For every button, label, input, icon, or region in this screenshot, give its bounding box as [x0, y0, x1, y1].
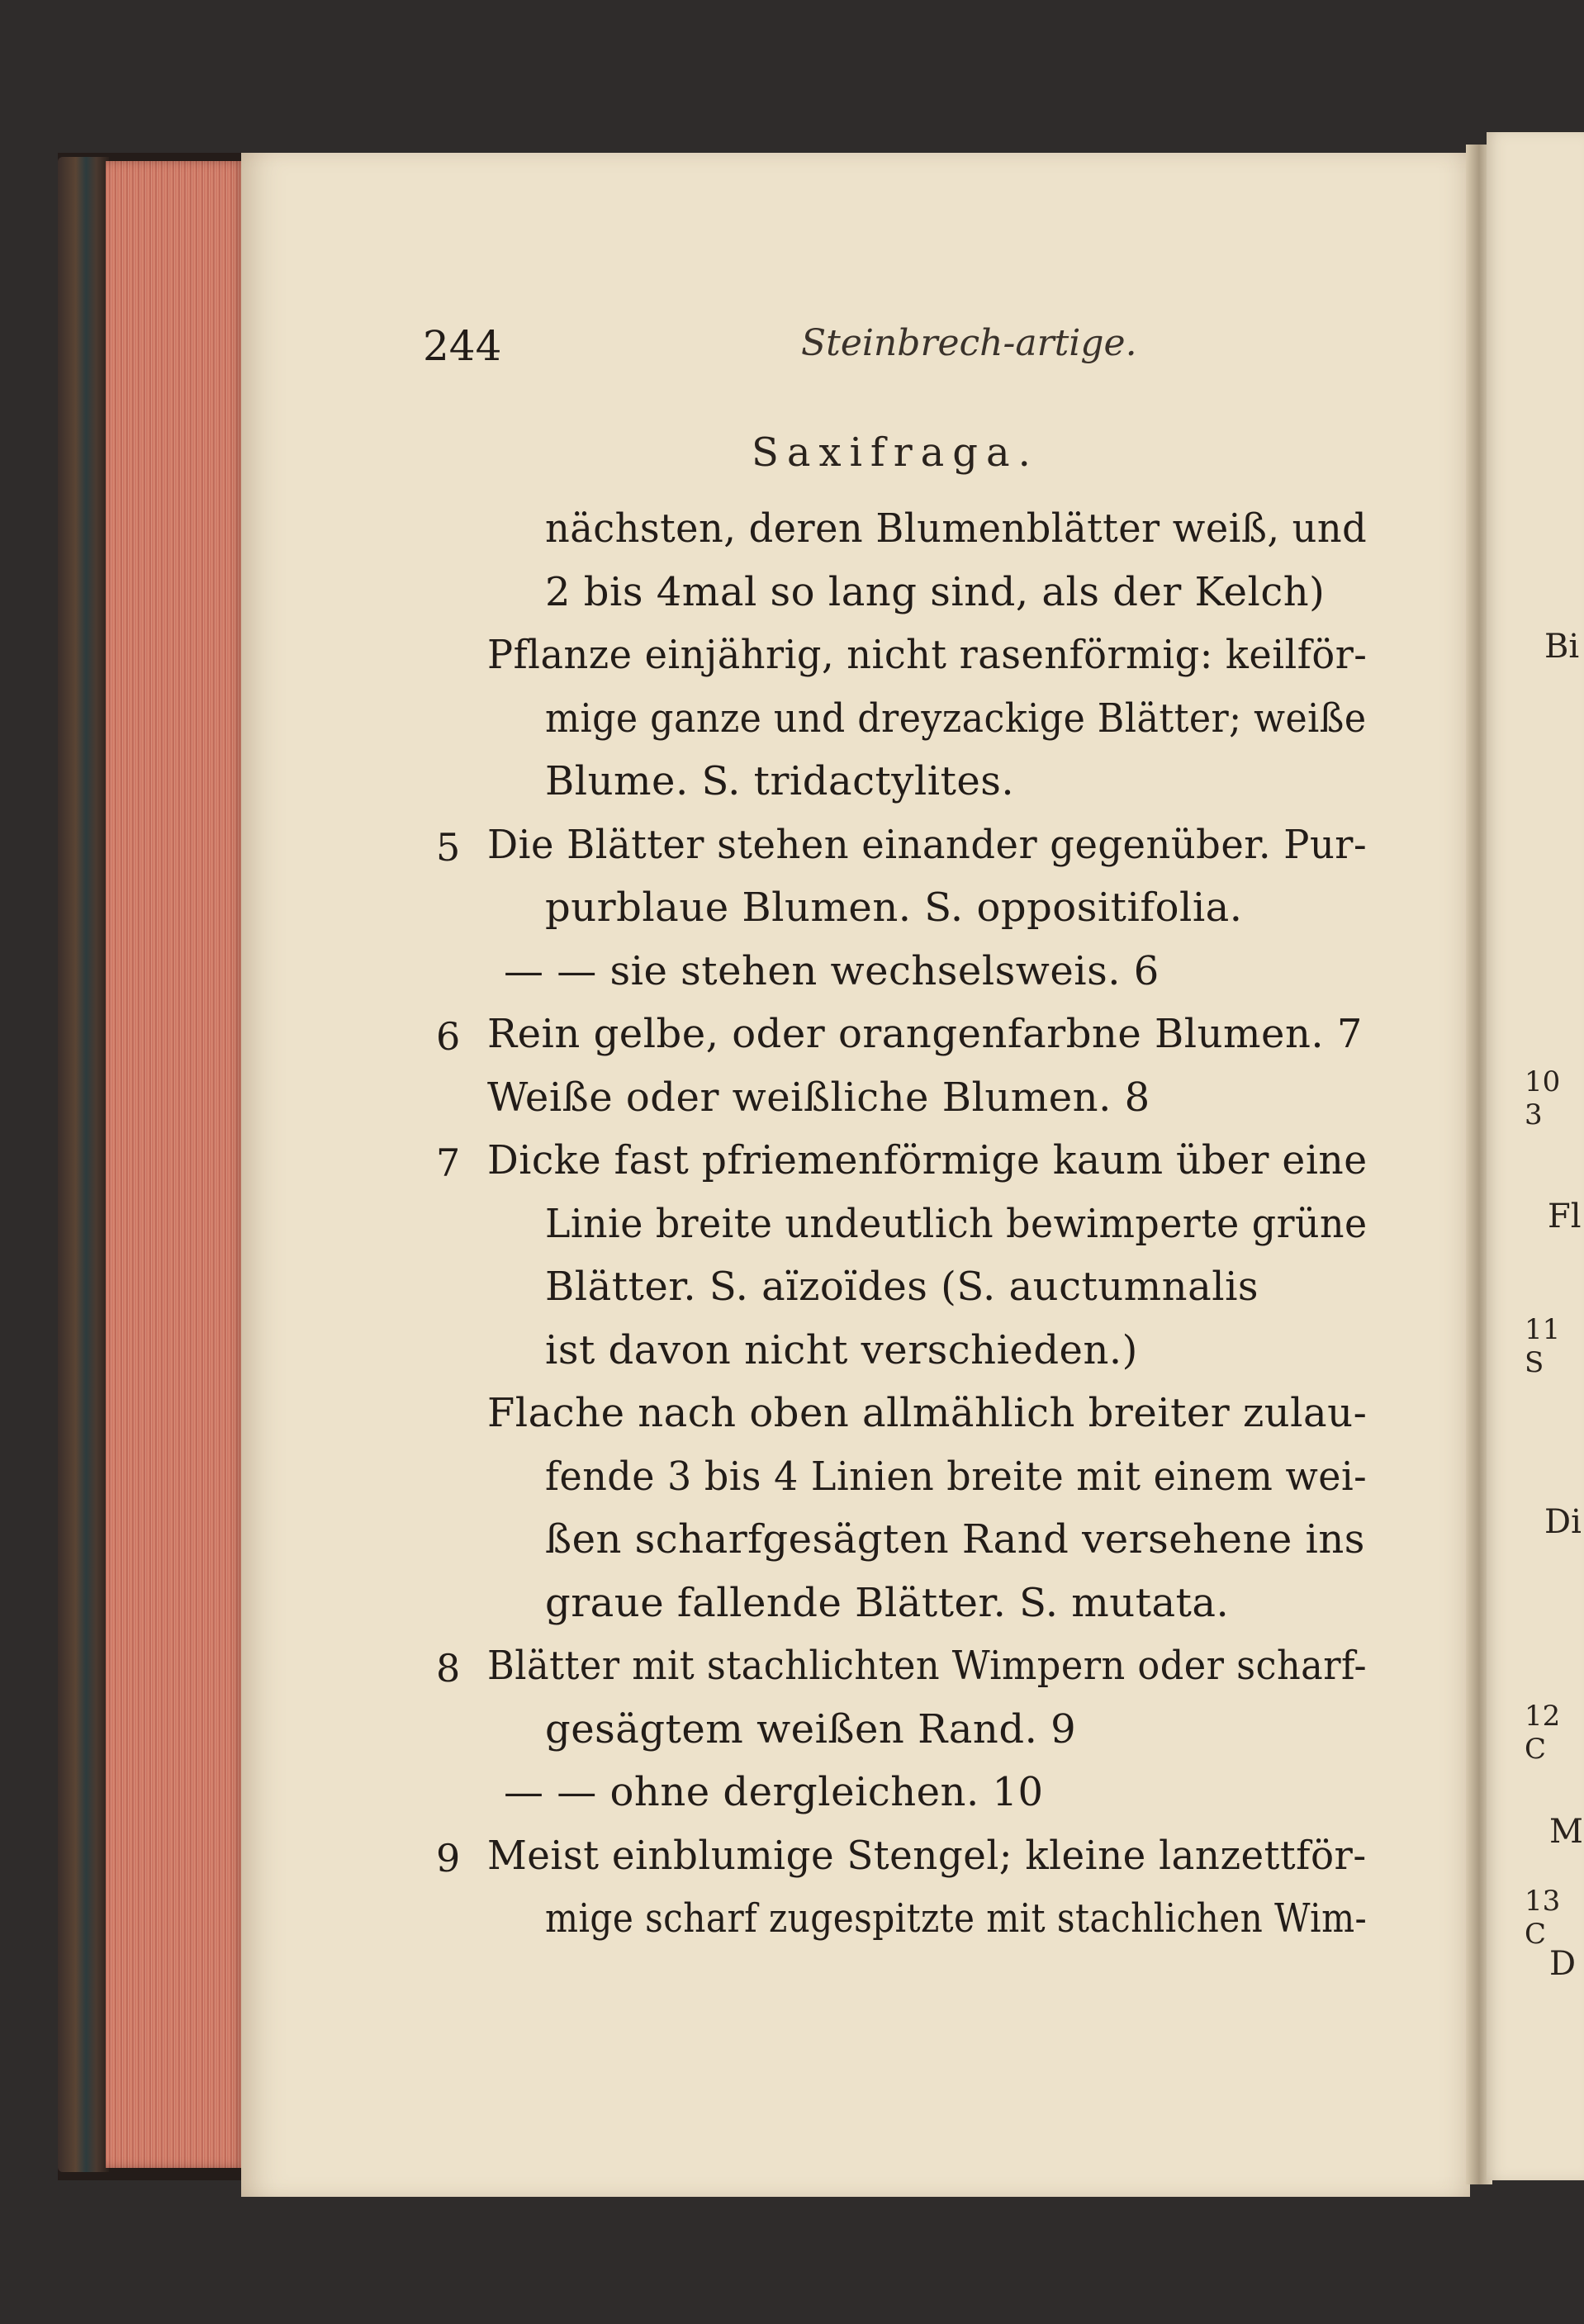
text-line: Rein gelbe, oder orangenfarbne Blumen. 7 [487, 1011, 1363, 1057]
text-line: 2 bis 4mal so lang sind, als der Kelch) [545, 569, 1326, 615]
text-line: mige ganze und dreyzackige Blätter; weiße [545, 695, 1367, 742]
entry-number: 9 [436, 1836, 461, 1881]
entry-number: 6 [436, 1014, 461, 1059]
text-line: ßen scharfgesägten Rand versehene ins [545, 1516, 1365, 1563]
text-line: ist davon nicht verschieden.) [545, 1327, 1138, 1373]
text-line: — — sie stehen wechselsweis. 6 [504, 948, 1160, 994]
text-line: Pflanze einjährig, nicht rasenförmig: keilför- [487, 632, 1368, 678]
book-cover-edge [58, 157, 109, 2172]
text-line: fende 3 bis 4 Linien breite mit einem wei- [545, 1454, 1368, 1500]
next-page-fragment: M [1549, 1813, 1583, 1851]
text-line: Blume. S. tridactylites. [545, 758, 1015, 804]
right-page-edge [1487, 132, 1584, 2180]
next-page-fragment: 11 S [1525, 1313, 1561, 1379]
running-header: Steinbrech-artige. [801, 322, 1137, 364]
entry-number: 8 [436, 1646, 461, 1691]
entry-number: 7 [436, 1141, 461, 1185]
next-page-fragment: 10 3 [1525, 1065, 1561, 1131]
text-line: — — ohne dergleichen. 10 [504, 1769, 1044, 1815]
text-line: nächsten, deren Blumenblätter weiß, und [545, 505, 1368, 552]
next-page-fragment: Di [1544, 1503, 1582, 1541]
text-line: Blätter. S. aïzoïdes (S. auctumnalis [545, 1264, 1259, 1310]
text-line: Dicke fast pfriemenförmige kaum über eine [487, 1137, 1368, 1183]
text-line: Die Blätter stehen einander gegenüber. Pur- [487, 822, 1368, 868]
text-line: purblaue Blumen. S. oppositifolia. [545, 885, 1243, 931]
text-line: mige scharf zugespitzte mit stachlichen Wim- [545, 1895, 1368, 1942]
text-line: Linie breite undeutlich bewimperte grüne [545, 1201, 1368, 1247]
text-line: gesägtem weißen Rand. 9 [545, 1706, 1077, 1752]
next-page-fragment: D [1549, 1945, 1577, 1983]
text-line: Weiße oder weißliche Blumen. 8 [487, 1074, 1150, 1121]
next-page-fragment: Bi [1544, 628, 1580, 666]
page-edges [106, 161, 246, 2168]
text-line: Flache nach oben allmählich breiter zulau- [487, 1390, 1368, 1436]
text-line: Blätter mit stachlichten Wimpern oder scharf- [487, 1643, 1367, 1689]
text-line: graue fallende Blätter. S. mutata. [545, 1580, 1230, 1626]
page-number: 244 [423, 322, 502, 370]
next-page-fragment: Fl [1548, 1198, 1582, 1236]
genus-heading: Saxifraga. [752, 429, 1039, 476]
next-page-fragment: 12 C [1525, 1700, 1561, 1766]
next-page-fragment: 13 C [1525, 1885, 1561, 1951]
entry-number: 5 [436, 825, 461, 870]
text-line: Meist einblumige Stengel; kleine lanzettför- [487, 1833, 1367, 1879]
